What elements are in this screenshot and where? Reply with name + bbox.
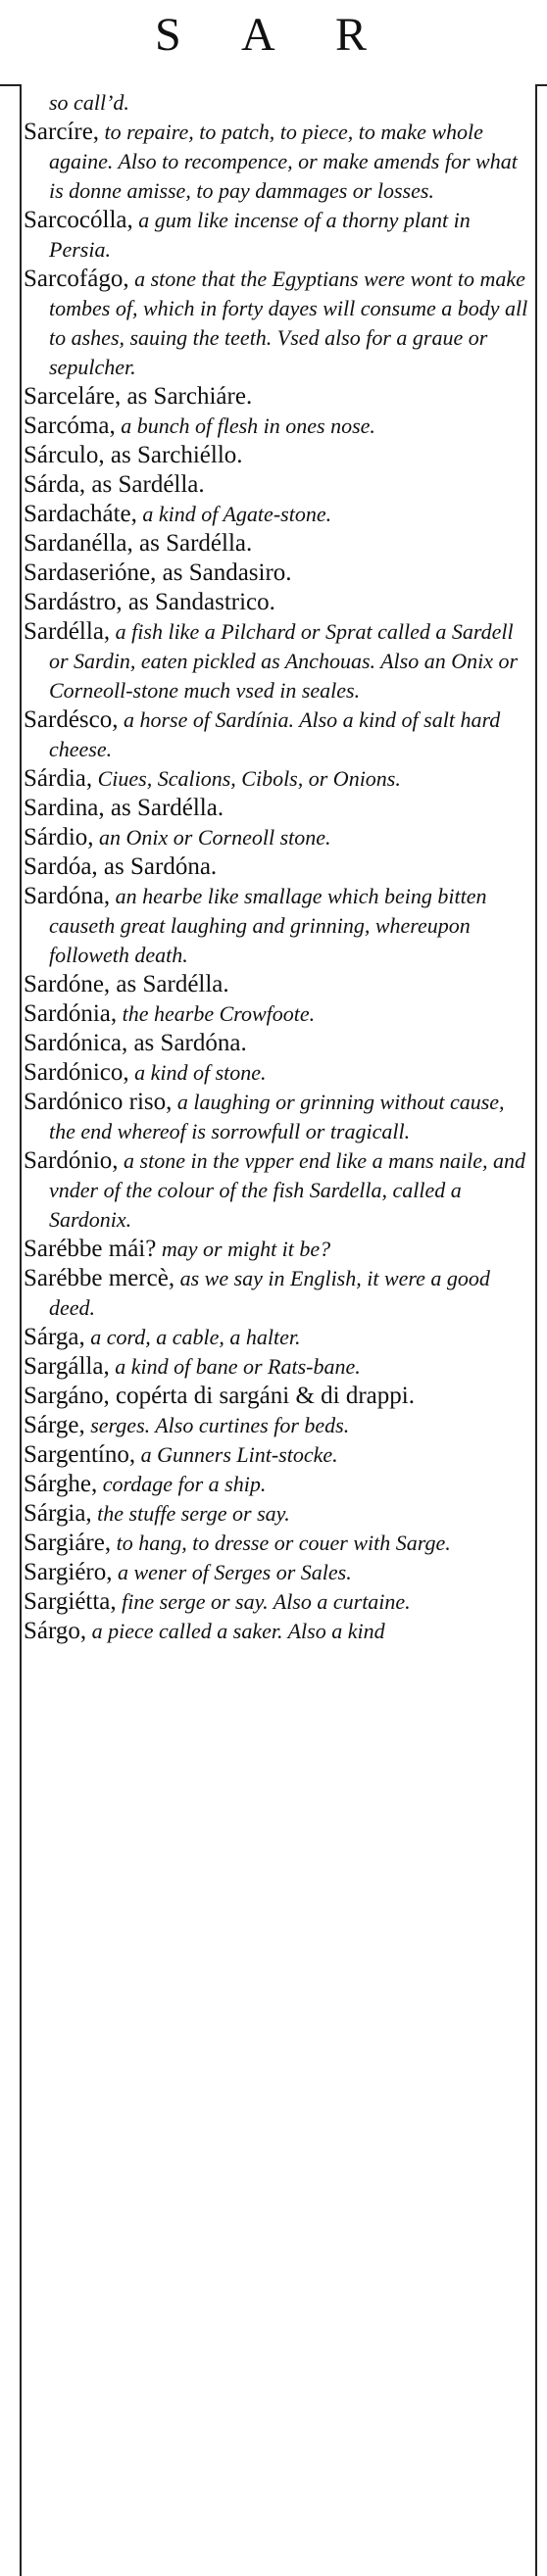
dictionary-entry [24,1440,531,1470]
entry-definition: a Gunners Lint-stocke. [135,1442,338,1467]
entry-headword: Sárgia, [24,1500,92,1527]
entry-headword: Sarébbe mercè, [24,1265,175,1291]
entry-headword: Sardónico, [24,1059,129,1086]
entry-definition: an hearbe like smallage which being bitten causeth great laughing and grinning, whereupon followeth death. [49,884,487,967]
entry-headword: Sárghe, [24,1471,98,1497]
entry-headword: Sardina, as Sardélla. [24,795,224,821]
entry-definition: so call’d. [49,90,129,115]
entry-headword: Sardástro, as Sandastrico. [24,589,275,615]
entry-headword: Sarcíre, [24,119,100,145]
entry-definition: to repaire, to patch, to piece, to make whole againe. Also to recompence, or make amends for what is donne amisse, to pay dammages or losses. [49,120,518,203]
entry-definition: fine serge or say. Also a curtaine. [116,1589,411,1614]
dictionary-entry [24,88,531,118]
dictionary-entry [24,412,531,441]
entry-definition: the hearbe Crowfoote. [117,1001,316,1026]
entry-definition: to hang, to dresse or couer with Sarge. [111,1531,451,1555]
dictionary-entry [24,1323,531,1352]
dictionary-entry [24,1499,531,1529]
entry-definition: a stone that the Egyptians were wont to make tombes of, which in forty dayes will consume a body all to ashes, sauing the teeth. Vsed also for a graue or sepulcher. [49,267,528,379]
entry-headword: Sárgo, [24,1618,87,1644]
entry-headword: Sardónia, [24,1000,118,1027]
column-rule-left [20,84,22,2576]
dictionary-entry [24,1587,531,1617]
dictionary-entry [24,118,531,206]
entry-definition: serges. Also curtines for beds. [84,1413,350,1437]
entry-definition: a kind of Agate-stone. [136,502,332,526]
dictionary-entry [24,588,531,617]
entry-definition: Ciues, Scalions, Cibols, or Onions. [92,766,401,791]
entry-headword: Sardóne, as Sardélla. [24,971,229,997]
entry-headword: Sardanélla, as Sardélla. [24,530,253,557]
dictionary-entry [24,1470,531,1499]
entry-headword: Sárdia, [24,765,93,792]
dictionary-entry [24,1146,531,1235]
entry-definition: the stuffe serge or say. [91,1501,290,1526]
entry-definition: a bunch of flesh in ones nose. [115,413,375,438]
entry-definition: as we say in English, it were a good deed. [49,1266,490,1320]
dictionary-entry [24,1029,531,1058]
entry-definition: a kind of bane or Rats-bane. [109,1354,361,1379]
entry-headword: Sárge, [24,1412,85,1438]
dictionary-entry [24,529,531,559]
entry-definition: a kind of stone. [128,1060,267,1085]
header-rule-left [0,84,20,86]
entry-headword: Sardóna, [24,883,111,909]
dictionary-entry [24,559,531,588]
entry-definition: may or might it be? [156,1237,331,1261]
entry-headword: Sárda, as Sardélla. [24,471,205,498]
dictionary-entry [24,823,531,852]
entry-headword: Sarcóma, [24,413,116,439]
entry-definition: cordage for a ship. [97,1472,267,1496]
entry-headword: Sárculo, as Sarchiéllo. [24,442,243,468]
entry-headword: Sarcofágo, [24,266,129,292]
entry-headword: Sardacháte, [24,501,137,527]
column-rule-right [535,84,537,2576]
dictionary-entry [24,1352,531,1382]
entry-definition: a fish like a Pilchard or Sprat called a Sardell or Sardin, eaten pickled as Anchouas. Also an Onix or Corneoll-stone much vsed in seales. [49,619,519,703]
page-header [0,0,547,84]
entry-headword: Sargiéro, [24,1559,113,1585]
dictionary-entry [24,1088,531,1146]
entry-definition: a stone in the vpper end like a mans naile, and vnder of the colour of the fish Sardella, called a Sardonix. [49,1148,526,1232]
entry-headword: Sarceláre, as Sarchiáre. [24,383,253,410]
entry-headword: Sardónico riso, [24,1089,173,1115]
entry-headword: Sardónica, as Sardóna. [24,1030,247,1056]
entry-headword: Sarébbe mái? [24,1236,157,1262]
dictionary-entry [24,1529,531,1558]
entry-headword: Sardésco, [24,706,119,733]
entry-headword: Sargentíno, [24,1441,136,1468]
entry-headword: Sarcocólla, [24,207,133,233]
dictionary-entry [24,1617,531,1646]
entry-headword: Sardélla, [24,618,111,645]
dictionary-entry [24,1411,531,1440]
entry-definition: a horse of Sardínia. Also a kind of salt hard cheese. [49,707,501,761]
entry-definition: a cord, a cable, a halter. [84,1325,301,1349]
entry-definition: a piece called a saker. Also a kind [86,1619,385,1643]
dictionary-entry [24,265,531,382]
dictionary-entry [24,500,531,529]
dictionary-entry [24,1382,531,1411]
entry-headword: Sargálla, [24,1353,110,1380]
dictionary-entry [24,1558,531,1587]
dictionary-entry [24,852,531,882]
dictionary-entry [24,999,531,1029]
entry-definition: an Onix or Corneoll stone. [93,825,331,850]
entry-definition: a gum like incense of a thorny plant in Persia. [49,208,471,262]
dictionary-entry [24,764,531,794]
dictionary-entry [24,794,531,823]
dictionary-entry [24,705,531,764]
dictionary-entry [24,1058,531,1088]
dictionary-entry [24,382,531,412]
dictionary-entry [24,470,531,500]
entry-headword: Sargiétta, [24,1588,117,1615]
dictionary-entry [24,970,531,999]
entry-definition: a laughing or grinning without cause, the end whereof is sorrowfull or tragicall. [49,1090,505,1143]
dictionary-entry [24,617,531,705]
dictionary-entry [24,1264,531,1323]
entry-headword: Sardónio, [24,1147,119,1174]
dictionary-entry [24,441,531,470]
entry-headword: Sárdio, [24,824,94,851]
dictionary-entry [24,1235,531,1264]
dictionary-entry [24,206,531,265]
entry-definition: a wener of Serges or Sales. [112,1560,352,1584]
dictionary-entry [24,882,531,970]
entry-headword: Sargiáre, [24,1530,112,1556]
dictionary-column [24,88,531,2573]
entry-headword: Sardóa, as Sardóna. [24,853,218,880]
entry-headword: Sárga, [24,1324,85,1350]
entry-headword: Sardaserióne, as Sandasiro. [24,559,292,586]
running-head: S A R [154,9,393,61]
entry-headword: Sargáno, copérta di sargáni & di drappi. [24,1383,415,1409]
